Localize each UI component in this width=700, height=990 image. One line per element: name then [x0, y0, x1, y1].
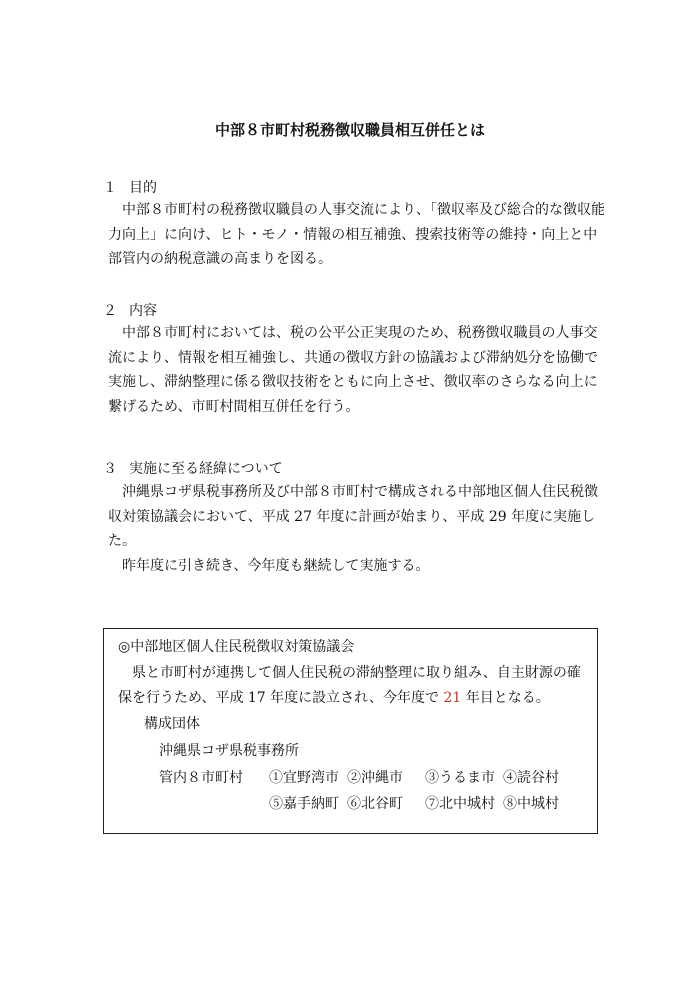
municipality-item: ⑥北谷町	[347, 796, 403, 812]
section-3-paragraph-2: 昨年度に引き続き、今年度も継続して実施する。	[122, 557, 430, 574]
section-2-body	[108, 321, 608, 419]
section-3-number: ３	[103, 461, 117, 477]
section-3-title: 実施に至る経緯について	[129, 461, 283, 477]
council-heading: ◎中部地区個人住民税徴収対策協議会	[118, 639, 355, 655]
municipality-item: ⑤嘉手納町	[269, 796, 339, 812]
municipality-row-1	[269, 767, 581, 787]
section-1-body	[108, 198, 608, 272]
council-info-box	[103, 628, 598, 834]
municipalities-group-label: 管内８市町村	[159, 770, 243, 786]
section-2-paragraph: 中部８市町村においては、税の公平公正実現のため、税務徴収職員の人事交流により、情報を相互補強し、共通の徴収方針の協議および滞納処分を協働で実施し、滞納整理に係る徴収技術をともに向上させ、徴収率のさらなる向上に繋げるため、市町村間相互併任を行う。	[108, 325, 598, 415]
municipality-item: ⑧中城村	[503, 796, 559, 812]
page-title: 中部８市町村税務徴収職員相互併任とは	[214, 121, 485, 139]
municipality-row-2	[269, 793, 581, 813]
municipality-item: ③うるま市	[425, 770, 495, 786]
section-2-number: ２	[103, 303, 117, 319]
council-description-text-1: 県と市町村が連携して個人住民税の滞納整理に取り組み、自主財源の確保を行うため、平成 17 年度に設立され、今年度で	[118, 665, 581, 706]
section-3-paragraph-1: 沖縄県コザ県税事務所及び中部８市町村で構成される中部地区個人住民税徴収対策協議会において、平成 27 年度に計画が始まり、平成 29 年度に実施した。	[108, 484, 598, 549]
council-years-highlight: 21	[443, 689, 462, 706]
section-2-heading	[103, 300, 157, 320]
municipality-item: ②沖縄市	[347, 770, 403, 786]
council-description-text-2: 年目となる。	[461, 689, 550, 706]
section-1-title: 目的	[129, 180, 157, 196]
members-heading: 構成団体	[144, 716, 200, 732]
municipality-item: ④読谷村	[503, 770, 559, 786]
municipality-item: ⑦北中城村	[425, 796, 495, 812]
section-2-title: 内容	[129, 303, 157, 319]
prefectural-office: 沖縄県コザ県税事務所	[159, 743, 299, 759]
section-3-body	[108, 480, 608, 578]
council-description	[118, 661, 588, 710]
municipality-item: ①宜野湾市	[269, 770, 339, 786]
section-1-number: １	[103, 180, 117, 196]
section-3-heading	[103, 458, 283, 478]
section-1-paragraph: 中部８市町村の税務徴収職員の人事交流により、「徴収率及び総合的な徴収能力向上」に向け、ヒト・モノ・情報の相互補強、捜索技術等の維持・向上と中部管内の納税意識の高まりを図る。	[108, 202, 605, 267]
section-1-heading	[103, 177, 157, 197]
